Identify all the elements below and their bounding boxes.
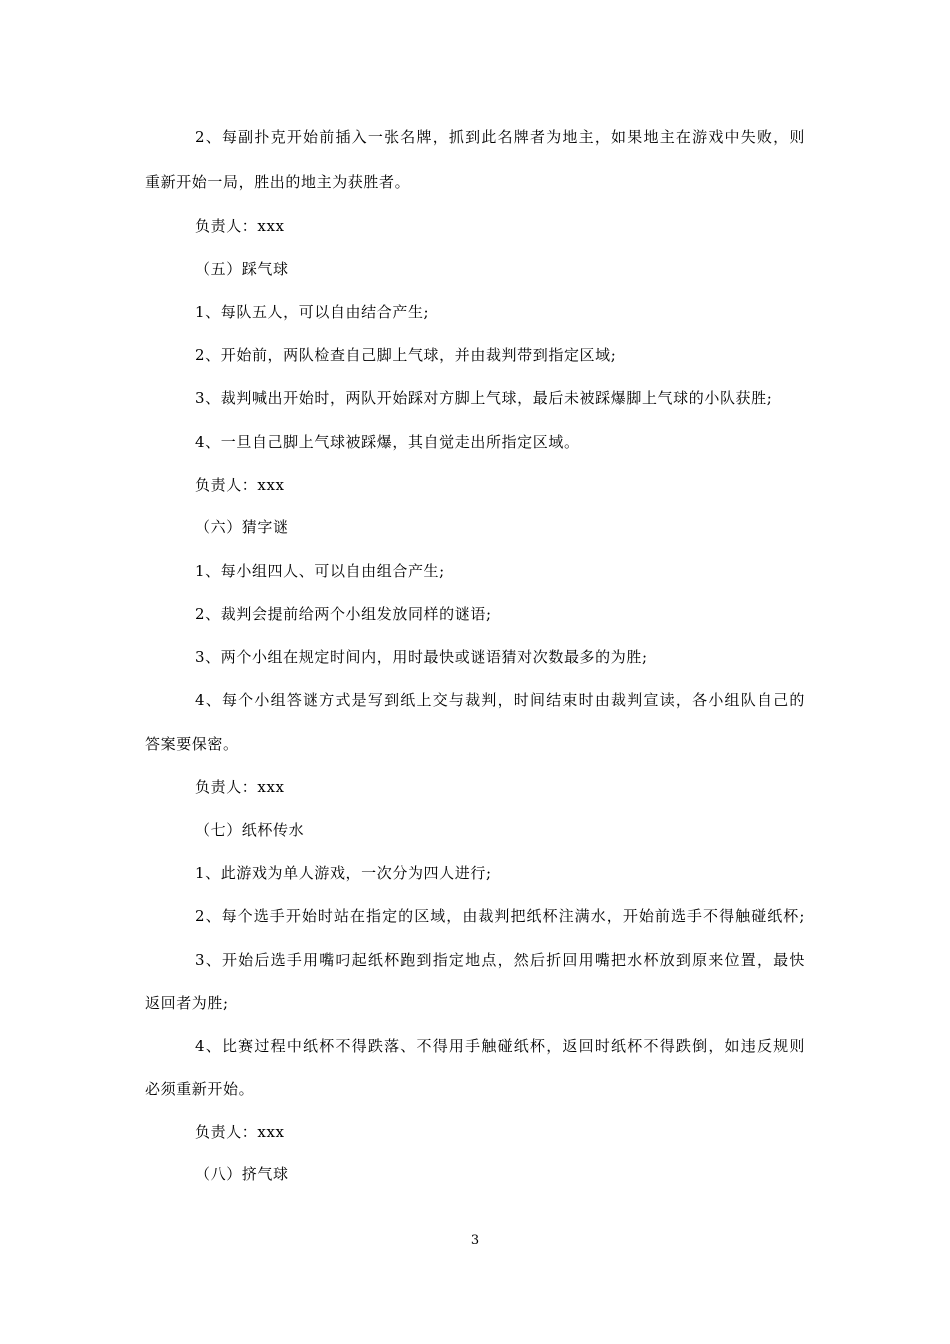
list-item: 1、每小组四人、可以自由组合产生;: [195, 562, 445, 580]
list-item: 3、裁判喊出开始时，两队开始踩对方脚上气球，最后未被踩爆脚上气球的小队获胜;: [195, 389, 773, 407]
page-number: 3: [470, 1233, 480, 1248]
list-item: 3、两个小组在规定时间内，用时最快或谜语猜对次数最多的为胜;: [195, 648, 648, 666]
paragraph-line: 必须重新开始。: [145, 1080, 255, 1098]
list-item: 2、开始前，两队检查自己脚上气球，并由裁判带到指定区域;: [195, 346, 617, 364]
section-heading: （七）纸杯传水: [195, 821, 305, 839]
paragraph-line: 返回者为胜;: [145, 994, 229, 1012]
list-item: 4、比赛过程中纸杯不得跌落、不得用手触碰纸杯，返回时纸杯不得跌倒，如违反规则: [195, 1037, 805, 1055]
list-item: 2、裁判会提前给两个小组发放同样的谜语;: [195, 605, 492, 623]
section-heading: （五）踩气球: [195, 260, 289, 278]
responsible-person: 负责人：xxx: [195, 217, 285, 235]
responsible-person: 负责人：xxx: [195, 476, 285, 494]
list-item: 1、此游戏为单人游戏，一次分为四人进行;: [195, 864, 492, 882]
list-item: 4、一旦自己脚上气球被踩爆，其自觉走出所指定区域。: [195, 433, 580, 451]
responsible-person: 负责人：xxx: [195, 1123, 285, 1141]
list-item: 3、开始后选手用嘴叼起纸杯跑到指定地点，然后折回用嘴把水杯放到原来位置，最快: [195, 951, 805, 969]
list-item: 4、每个小组答谜方式是写到纸上交与裁判，时间结束时由裁判宣读，各小组队自己的: [195, 691, 805, 709]
list-item: 2、每个选手开始时站在指定的区域，由裁判把纸杯注满水，开始前选手不得触碰纸杯;: [195, 907, 805, 925]
paragraph-line: 重新开始一局，胜出的地主为获胜者。: [145, 173, 411, 191]
section-heading: （六）猜字谜: [195, 518, 289, 536]
section-heading: （八）挤气球: [195, 1165, 289, 1183]
list-item: 1、每队五人，可以自由结合产生;: [195, 303, 430, 321]
responsible-person: 负责人：xxx: [195, 778, 285, 796]
paragraph-line: 2、每副扑克开始前插入一张名牌，抓到此名牌者为地主，如果地主在游戏中失败，则: [195, 128, 805, 146]
paragraph-line: 答案要保密。: [145, 735, 239, 753]
